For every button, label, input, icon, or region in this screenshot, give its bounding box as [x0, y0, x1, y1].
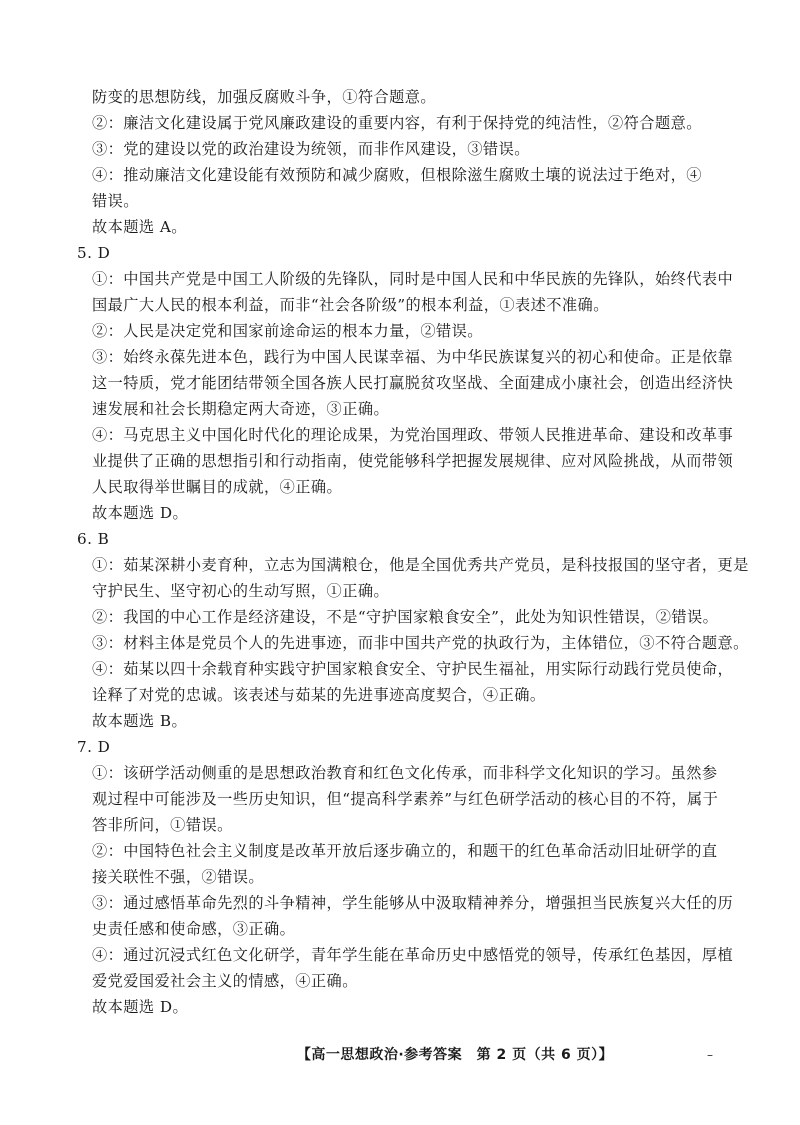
question-number: 5. D: [77, 244, 111, 262]
answer-line: 这一特质，党才能团结带领全国各族人民打赢脱贫攻坚战、全面建成小康社会，创造出经济快: [92, 374, 734, 392]
answer-line: ②：廉洁文化建设属于党风廉政建设的重要内容，有利于保持党的纯洁性，②符合题意。: [92, 114, 702, 132]
answer-line: ②：我国的中心工作是经济建设，不是“守护国家粮食安全”，此处为知识性错误，②错误。: [92, 608, 719, 626]
answer-line: 故本题选 D。: [92, 504, 189, 522]
question-number: 6. B: [77, 530, 110, 548]
answer-line: 接关联性不强，②错误。: [92, 868, 265, 886]
page-footer: [0, 1044, 800, 1064]
answer-line: 错误。: [92, 192, 139, 210]
answer-line: 诠释了对党的忠诚。该表述与茹某的先进事迹高度契合，④正确。: [92, 686, 546, 704]
answer-line: ③：材料主体是党员个人的先进事迹，而非中国共产党的执政行为，主体错位，③不符合题意。: [92, 634, 749, 652]
answer-line: ③：通过感悟革命先烈的斗争精神，学生能够从中汲取精神养分，增强担当民族复兴大任的历: [92, 894, 734, 912]
answer-line: 防变的思想防线，加强反腐败斗争，①符合题意。: [92, 88, 437, 106]
answer-line: 人民取得举世瞩目的成就，④正确。: [92, 478, 343, 496]
answer-line: ②：中国特色社会主义制度是改革开放后逐步确立的，和题干的红色革命活动旧址研学的直: [92, 842, 718, 860]
answer-line: 故本题选 A。: [92, 218, 187, 236]
answer-line: 答非所问，①错误。: [92, 816, 233, 834]
question-number: 7. D: [77, 738, 111, 756]
corner-mark: –: [707, 1048, 713, 1062]
answer-line: ②：人民是决定党和国家前途命运的根本力量，②错误。: [92, 322, 483, 340]
answer-line: ④：通过沉浸式红色文化研学，青年学生能在革命历史中感悟党的领导，传承红色基因，厚植: [92, 946, 734, 964]
answer-line: ③：始终永葆先进本色，践行为中国人民谋幸福、为中华民族谋复兴的初心和使命。正是依靠: [92, 348, 734, 366]
answer-line: 故本题选 D。: [92, 998, 189, 1016]
answer-line: ①：中国共产党是中国工人阶级的先锋队，同时是中国人民和中华民族的先锋队，始终代表中: [92, 270, 734, 288]
answer-line: ③：党的建设以党的政治建设为统领，而非作风建设，③错误。: [92, 140, 530, 158]
answer-line: 业提供了正确的思想指引和行动指南，使党能够科学把握发展规律、应对风险挑战，从而带领: [92, 452, 734, 470]
answer-line: ①：茹某深耕小麦育种，立志为国满粮仓，他是全国优秀共产党员，是科技报国的坚守者，更是: [92, 556, 749, 574]
answer-line: 爱党爱国爱社会主义的情感，④正确。: [92, 972, 358, 990]
footer-label: 【高一思想政治·参考答案 第 2 页（共 6 页）】: [296, 1047, 614, 1063]
answer-line: ①：该研学活动侧重的是思想政治教育和红色文化传承，而非科学文化知识的学习。虽然参: [92, 764, 718, 782]
answer-line: 守护民生、坚守初心的生动写照，①正确。: [92, 582, 390, 600]
answer-line: ④：推动廉洁文化建设能有效预防和减少腐败，但根除滋生腐败土壤的说法过于绝对，④: [92, 166, 702, 184]
answer-content: [77, 84, 749, 1020]
answer-line: ④：马克思主义中国化时代化的理论成果，为党治国理政、带领人民推进革命、建设和改革事: [92, 426, 734, 444]
answer-line: 国最广大人民的根本利益，而非“社会各阶级”的根本利益，①表述不准确。: [92, 296, 609, 314]
answer-line: 速发展和社会长期稳定两大奇迹，③正确。: [92, 400, 390, 418]
answer-line: 观过程中可能涉及一些历史知识，但“提高科学素养”与红色研学活动的核心目的不符，属于: [92, 790, 719, 808]
answer-line: ④：茹某以四十余载育种实践守护国家粮食安全、守护民生福祉，用实际行动践行党员使命，: [92, 660, 734, 678]
answer-line: 故本题选 B。: [92, 712, 188, 730]
answer-line: 史责任感和使命感，③正确。: [92, 920, 296, 938]
